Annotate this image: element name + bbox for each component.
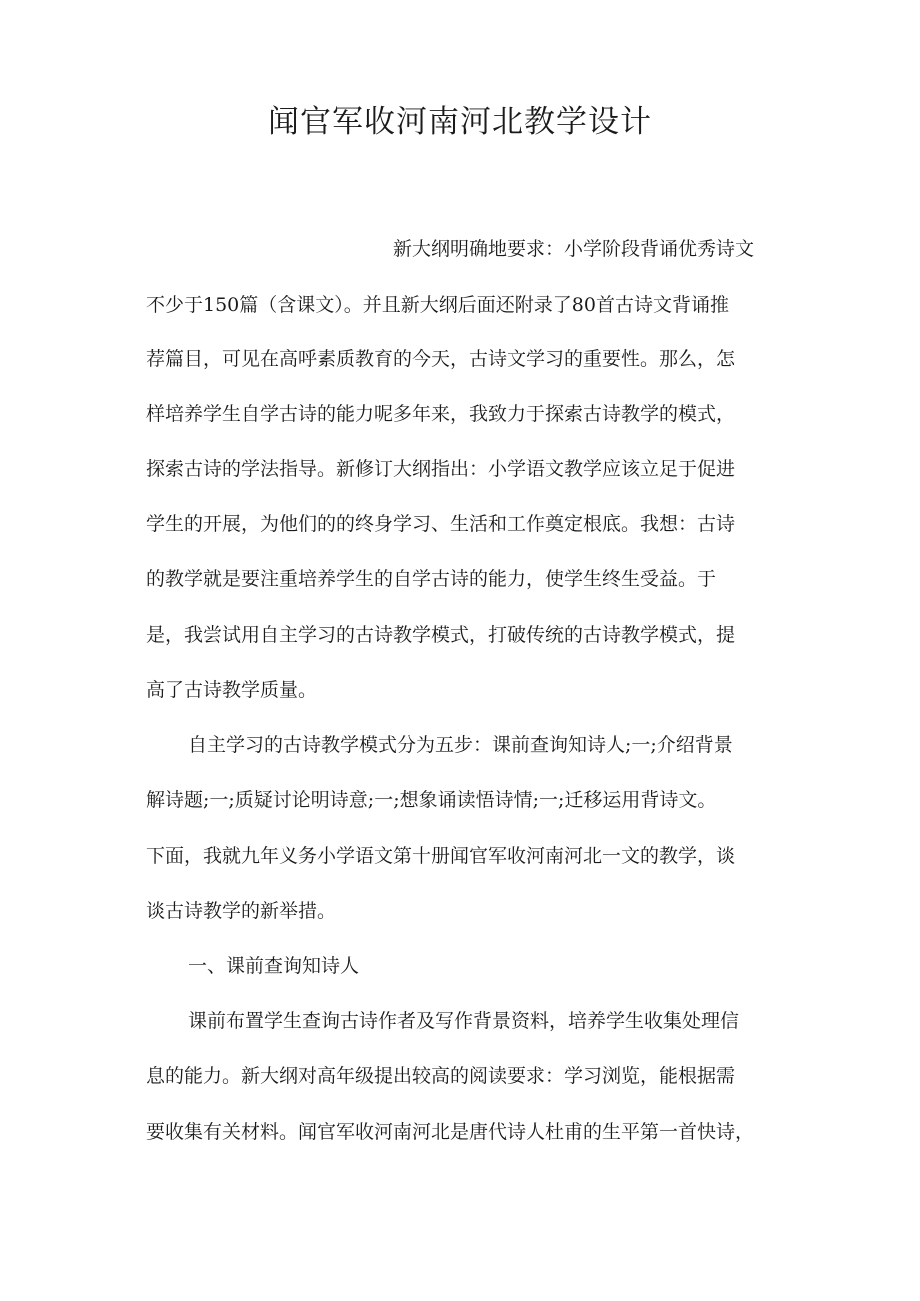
paragraph-line: 是，我尝试用自主学习的古诗教学模式，打破传统的古诗教学模式，提 (146, 624, 736, 646)
paragraph-line: 学生的开展，为他们的的终身学习、生活和工作奠定根底。我想：古诗 (146, 513, 736, 535)
paragraph-line: 谈古诗教学的新举措。 (146, 900, 337, 922)
paragraph-line: 自主学习的古诗教学模式分为五步：课前查询知诗人;一;介绍背景 (188, 734, 733, 756)
section-heading: 一、课前查询知诗人 (188, 955, 360, 977)
paragraph-line: 不少于150篇（含课文）。并且新大纲后面还附录了80首古诗文背诵推 (146, 294, 729, 316)
paragraph-line: 的教学就是要注重培养学生的自学古诗的能力，使学生终生受益。于 (146, 568, 717, 590)
paragraph-line: 样培养学生自学古诗的能力呢多年来，我致力于探索古诗教学的模式， (146, 403, 736, 425)
paragraph-line: 探索古诗的学法指导。新修订大纲指出：小学语文教学应该立足于促进 (146, 458, 736, 480)
document-title: 闻官军收河南河北教学设计 (268, 104, 652, 140)
paragraph-line: 要收集有关材料。闻官军收河南河北是唐代诗人杜甫的生平第一首快诗， (146, 1121, 755, 1143)
paragraph-line: 课前布置学生查询古诗作者及写作背景资料，培养学生收集处理信 (188, 1010, 740, 1032)
paragraph-line: 解诗题;一;质疑讨论明诗意;一;想象诵读悟诗情;一;迁移运用背诗文。 (146, 789, 717, 811)
paragraph-line: 新大纲明确地要求：小学阶段背诵优秀诗文 (393, 238, 755, 260)
paragraph-line: 高了古诗教学质量。 (146, 679, 318, 701)
paragraph-line: 下面，我就九年义务小学语文第十册闻官军收河南河北一文的教学，谈 (146, 845, 736, 867)
paragraph-line: 荐篇目，可见在高呼素质教育的今天，古诗文学习的重要性。那么，怎 (146, 348, 736, 370)
paragraph-line: 息的能力。新大纲对高年级提出较高的阅读要求：学习浏览，能根据需 (146, 1065, 736, 1087)
